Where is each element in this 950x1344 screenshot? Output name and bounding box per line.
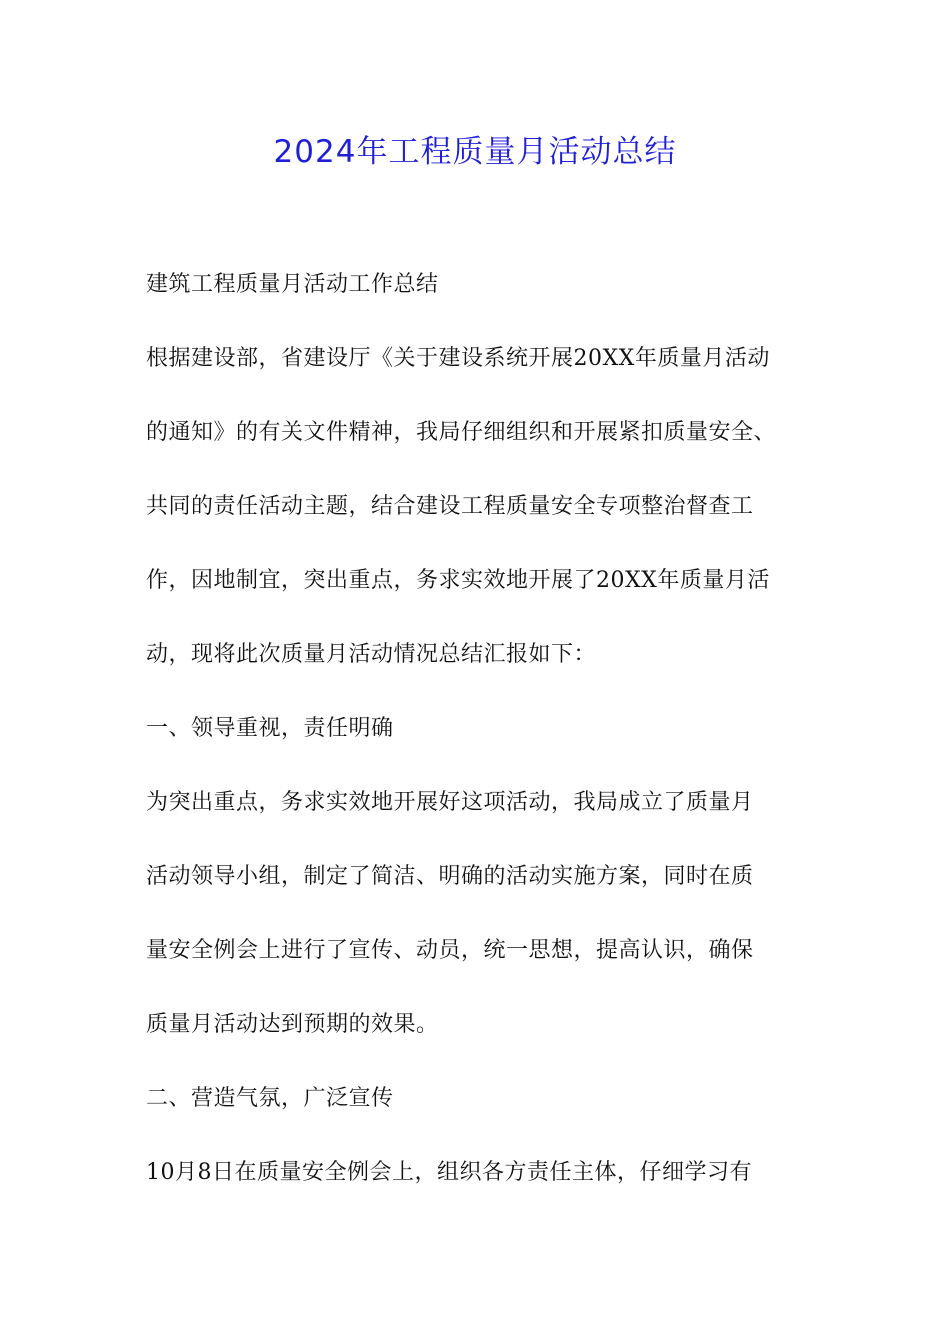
paragraph-line: 的通知》的有关文件精神，我局仔细组织和开展紧扣质量安全、 (146, 420, 777, 445)
paragraph-line: 动，现将此次质量月活动情况总结汇报如下： (146, 642, 597, 667)
paragraph-line: 质量月活动达到预期的效果。 (146, 1012, 439, 1037)
paragraph-line: 量安全例会上进行了宣传、动员，统一思想，提高认识，确保 (146, 938, 754, 963)
paragraph-line: 根据建设部，省建设厅《关于建设系统开展20XX年质量月活动 (146, 346, 770, 371)
paragraph-line: 为突出重点，务求实效地开展好这项活动，我局成立了质量月 (146, 790, 754, 815)
document-body (146, 262, 816, 1224)
paragraph-line: 共同的责任活动主题，结合建设工程质量安全专项整治督查工 (146, 494, 754, 519)
section-heading-1: 一、领导重视，责任明确 (146, 716, 394, 741)
paragraph-line: 作，因地制宜，突出重点，务求实效地开展了20XX年质量月活 (146, 568, 770, 593)
section-heading-2: 二、营造气氛，广泛宣传 (146, 1086, 394, 1111)
document-title: 2024年工程质量月活动总结 (273, 134, 677, 170)
paragraph-line: 10月8日在质量安全例会上，组织各方责任主体，仔细学习有 (146, 1160, 752, 1185)
subtitle-line: 建筑工程质量月活动工作总结 (146, 272, 439, 297)
paragraph-line: 活动领导小组，制定了简洁、明确的活动实施方案，同时在质 (146, 864, 754, 889)
